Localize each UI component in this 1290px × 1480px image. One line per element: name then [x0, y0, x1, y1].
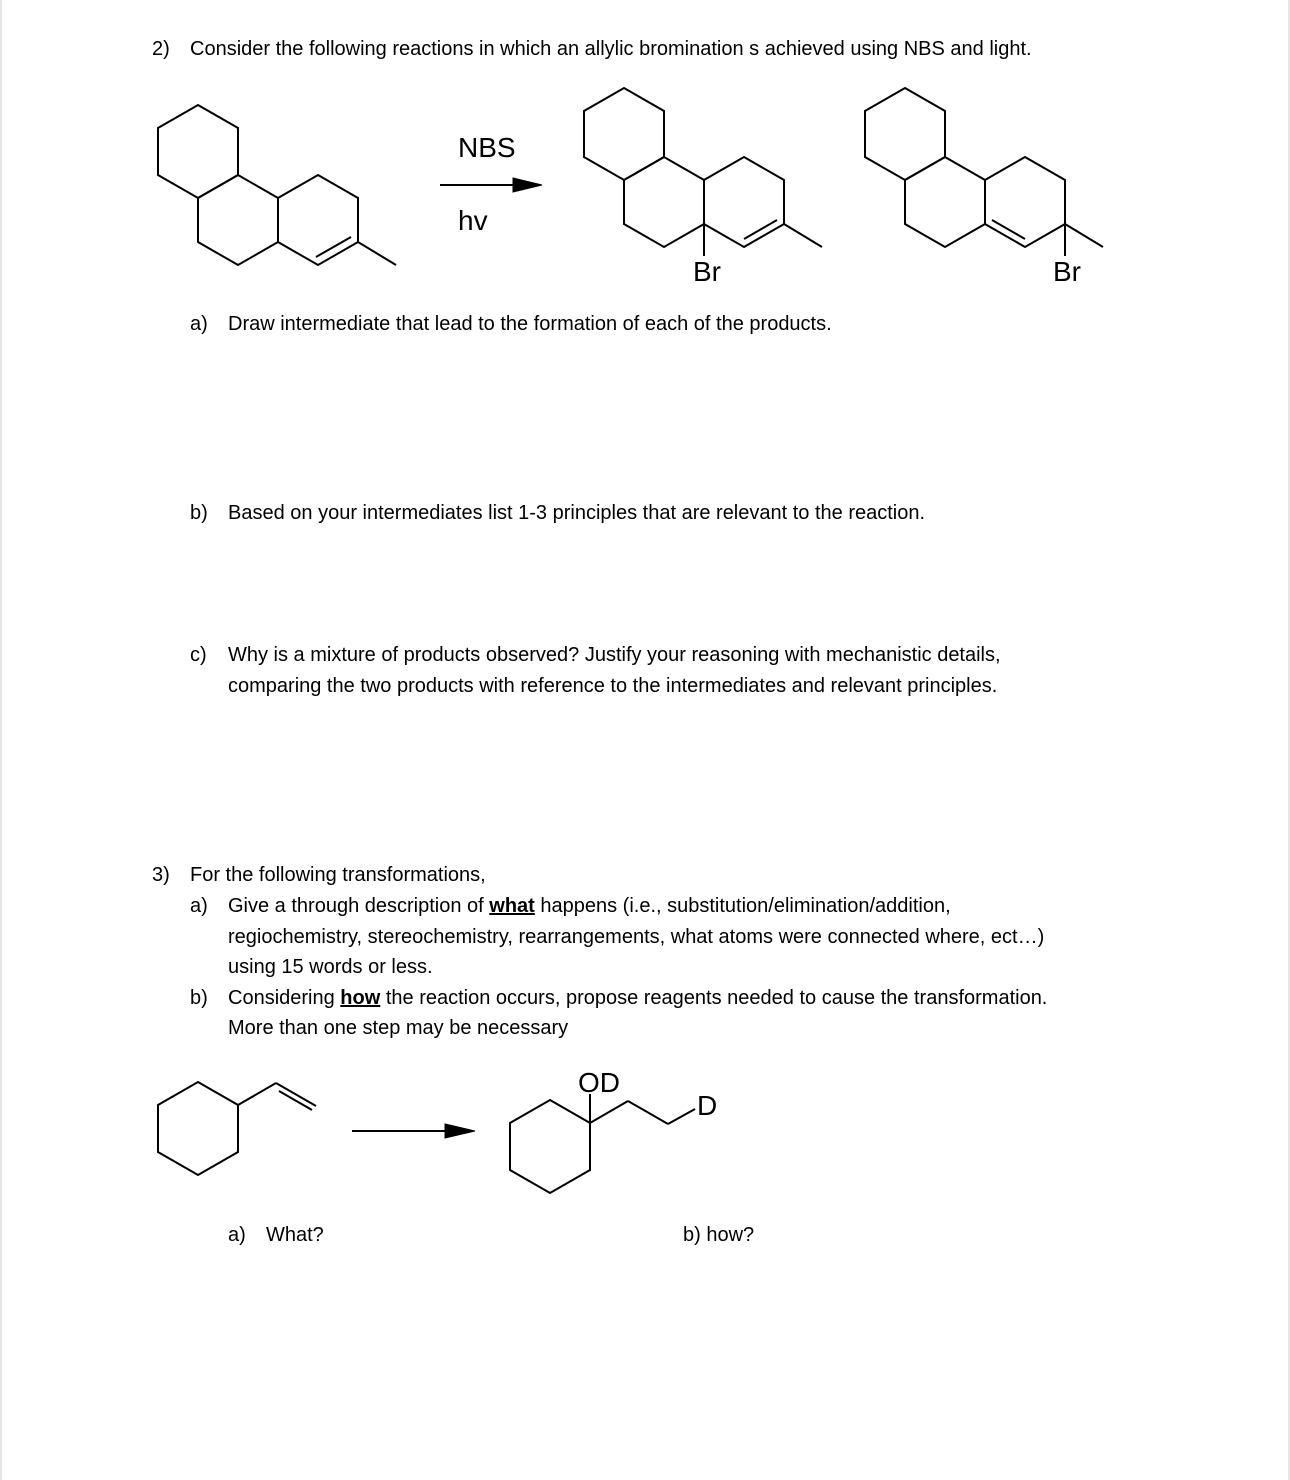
- product-2-br-label: Br: [1053, 256, 1081, 287]
- q3b-letter: b): [190, 987, 208, 1009]
- vinylcyclohexane-structure: [158, 1082, 316, 1175]
- q3a-text-line1: Give a through description of what happens (i.e., substitution/elimination/addition,: [228, 895, 951, 917]
- q3a-letter: a): [190, 895, 208, 917]
- answer-a-what: What?: [266, 1224, 324, 1246]
- q3a-text-line2: regiochemistry, stereochemistry, rearrangements, what atoms were connected where, ect…): [228, 926, 1045, 948]
- q2-number: 2): [152, 38, 170, 60]
- q2b-letter: b): [190, 502, 208, 524]
- q3b-text-line1: Considering how the reaction occurs, propose reagents needed to cause the transformation.: [228, 987, 1048, 1009]
- reagent-hv: hv: [458, 205, 488, 236]
- od-label: OD: [578, 1067, 620, 1098]
- reagent-nbs: NBS: [458, 132, 516, 163]
- q2-prompt: Consider the following reactions in which an allylic bromination s achieved using NBS and light.: [190, 38, 1032, 60]
- reaction-arrow-2: [352, 1124, 475, 1138]
- q3b-how-emphasis: how: [340, 987, 381, 1009]
- q3a-text-line3: using 15 words or less.: [228, 956, 433, 978]
- q3a-what-emphasis: what: [489, 895, 535, 917]
- q2a-text: Draw intermediate that lead to the formation of each of the products.: [228, 313, 832, 335]
- q3-prompt: For the following transformations,: [190, 864, 486, 886]
- q3-number: 3): [152, 864, 170, 886]
- q2c-text-line1: Why is a mixture of products observed? Justify your reasoning with mechanistic details,: [228, 644, 1001, 666]
- answer-a-letter: a): [228, 1224, 246, 1246]
- q2c-text-line2: comparing the two products with reference to the intermediates and relevant principles.: [228, 675, 998, 697]
- d-label: D: [697, 1090, 718, 1121]
- q2b-text: Based on your intermediates list 1-3 principles that are relevant to the reaction.: [228, 502, 926, 524]
- q3b-text-line2: More than one step may be necessary: [228, 1017, 569, 1039]
- answer-b-how: b) how?: [683, 1224, 755, 1246]
- product-1-br-label: Br: [693, 256, 721, 287]
- q2a-letter: a): [190, 313, 208, 335]
- q2c-letter: c): [190, 644, 207, 666]
- deuterated-product-structure: [510, 1067, 717, 1193]
